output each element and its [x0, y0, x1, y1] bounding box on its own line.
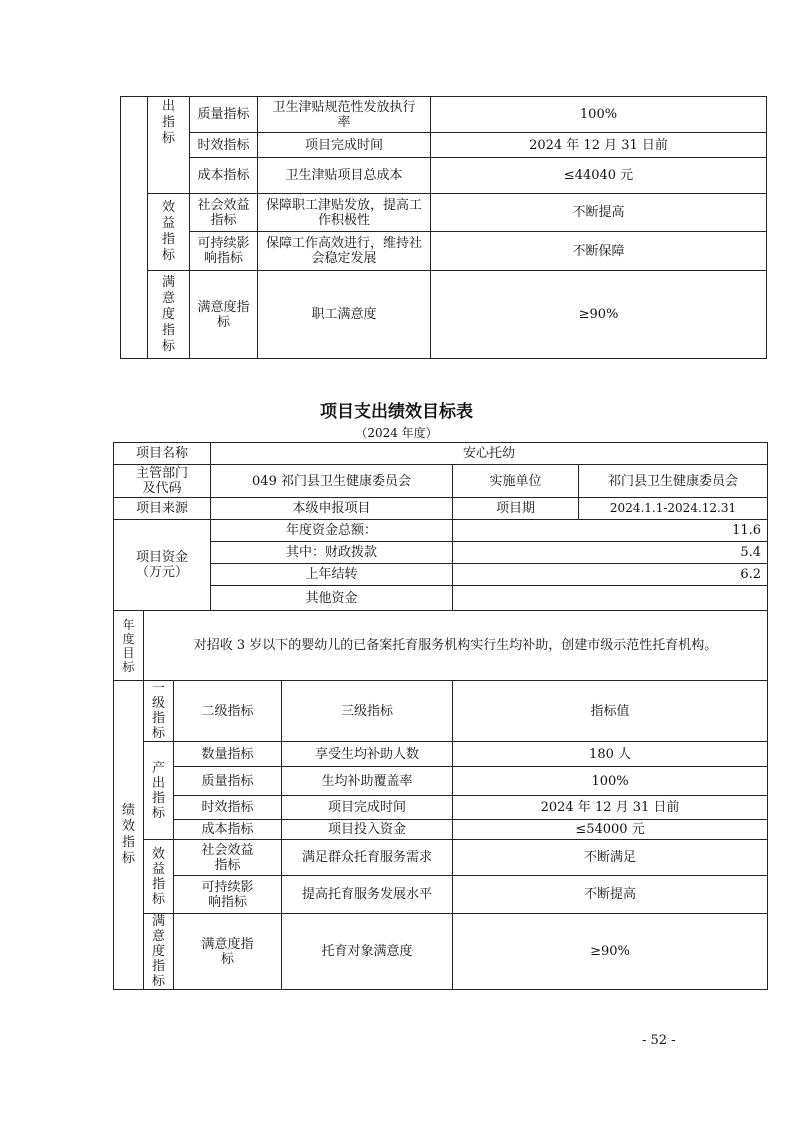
indicator-value: 100%	[453, 767, 768, 796]
category-satisfaction: 满 意 度 指 标	[148, 271, 190, 359]
period-label: 项目期	[453, 498, 579, 520]
funds-carryover-value: 6.2	[453, 564, 768, 586]
level2-indicator: 满意度指 标	[174, 914, 282, 990]
project-name: 安心托幼	[211, 443, 768, 465]
level2-indicator: 质量指标	[174, 767, 282, 796]
funds-fiscal-value: 5.4	[453, 542, 768, 564]
funds-total-value: 11.6	[453, 520, 768, 542]
level2-indicator: 满意度指 标	[190, 271, 258, 359]
indicator-value: ≤44040 元	[431, 158, 767, 194]
source-value: 本级申报项目	[211, 498, 453, 520]
level3-indicator: 卫生津贴规范性发放执行 率	[258, 97, 431, 133]
level3-indicator: 保障职工津贴发放，提高工 作积极性	[258, 194, 431, 232]
level2-indicator: 时效指标	[190, 133, 258, 158]
level3-indicator: 项目投入资金	[282, 820, 453, 840]
dept-label: 主管部门 及代码	[114, 465, 211, 498]
indicator-value: ≥90%	[453, 914, 768, 990]
level3-indicator: 托育对象满意度	[282, 914, 453, 990]
level3-indicator: 满足群众托育服务需求	[282, 840, 453, 876]
impl-label: 实施单位	[453, 465, 579, 498]
annual-goal-text: 对招收 3 岁以下的婴幼儿的已备案托育服务机构实行生均补助，创建市级示范性托育机构。	[144, 611, 768, 681]
indicator-value: 不断提高	[453, 876, 768, 914]
page-title: 项目支出绩效目标表	[320, 402, 473, 422]
indicator-value: 2024 年 12 月 31 日前	[453, 796, 768, 820]
indicator-value: 不断满足	[453, 840, 768, 876]
period-value: 2024.1.1-2024.12.31	[579, 498, 768, 520]
level2-indicator: 社会效益 指标	[190, 194, 258, 232]
category-benefit: 效益 指标	[144, 840, 174, 914]
header-level3: 三级指标	[282, 681, 453, 742]
indicator-value: 180 人	[453, 742, 768, 767]
indicator-value: 不断保障	[431, 232, 767, 271]
header-level1: 一级 指标	[144, 681, 174, 742]
annual-goal-label: 年 度 目 标	[114, 611, 144, 681]
level2-indicator: 质量指标	[190, 97, 258, 133]
funds-other-label: 其他资金	[211, 586, 453, 611]
funds-total-label: 年度资金总额：	[211, 520, 453, 542]
dept-value: 049 祁门县卫生健康委员会	[211, 465, 453, 498]
funds-carryover-label: 上年结转	[211, 564, 453, 586]
indicator-value: 100%	[431, 97, 767, 133]
header-level2: 二级指标	[174, 681, 282, 742]
level3-indicator: 卫生津贴项目总成本	[258, 158, 431, 194]
category-benefit: 效 益 指 标	[148, 194, 190, 271]
impl-value: 祁门县卫生健康委员会	[579, 465, 768, 498]
level3-indicator: 生均补助覆盖率	[282, 767, 453, 796]
category-satisfaction: 满意 度指 标	[144, 914, 174, 990]
source-label: 项目来源	[114, 498, 211, 520]
level2-indicator: 成本指标	[174, 820, 282, 840]
level2-indicator: 可持续影 响指标	[190, 232, 258, 271]
level2-indicator: 成本指标	[190, 158, 258, 194]
perf-label-cell	[121, 97, 148, 359]
indicator-value: 不断提高	[431, 194, 767, 232]
funds-other-value	[453, 586, 768, 611]
level2-indicator: 可持续影 响指标	[174, 876, 282, 914]
level3-indicator: 享受生均补助人数	[282, 742, 453, 767]
year-subtitle: （2024 年度）	[355, 426, 438, 440]
perf-indicators-label: 绩 效 指 标	[114, 681, 144, 990]
level3-indicator: 保障工作高效进行，维持社 会稳定发展	[258, 232, 431, 271]
level2-indicator: 时效指标	[174, 796, 282, 820]
category-output: 产出 指标	[144, 742, 174, 840]
level3-indicator: 职工满意度	[258, 271, 431, 359]
performance-target-table	[113, 442, 768, 990]
category-output: 出 指 标	[148, 97, 190, 194]
level2-indicator: 社会效益 指标	[174, 840, 282, 876]
funds-label: 项目资金 （万元）	[114, 520, 211, 611]
table-continued	[120, 96, 767, 359]
project-name-label: 项目名称	[114, 443, 211, 465]
indicator-value: ≥90%	[431, 271, 767, 359]
header-value: 指标值	[453, 681, 768, 742]
indicator-value: ≤54000 元	[453, 820, 768, 840]
funds-fiscal-label: 其中：财政拨款	[211, 542, 453, 564]
indicator-value: 2024 年 12 月 31 日前	[431, 133, 767, 158]
page-number: - 52 -	[642, 1033, 676, 1048]
level3-indicator: 项目完成时间	[258, 133, 431, 158]
level3-indicator: 提高托育服务发展水平	[282, 876, 453, 914]
level2-indicator: 数量指标	[174, 742, 282, 767]
level3-indicator: 项目完成时间	[282, 796, 453, 820]
